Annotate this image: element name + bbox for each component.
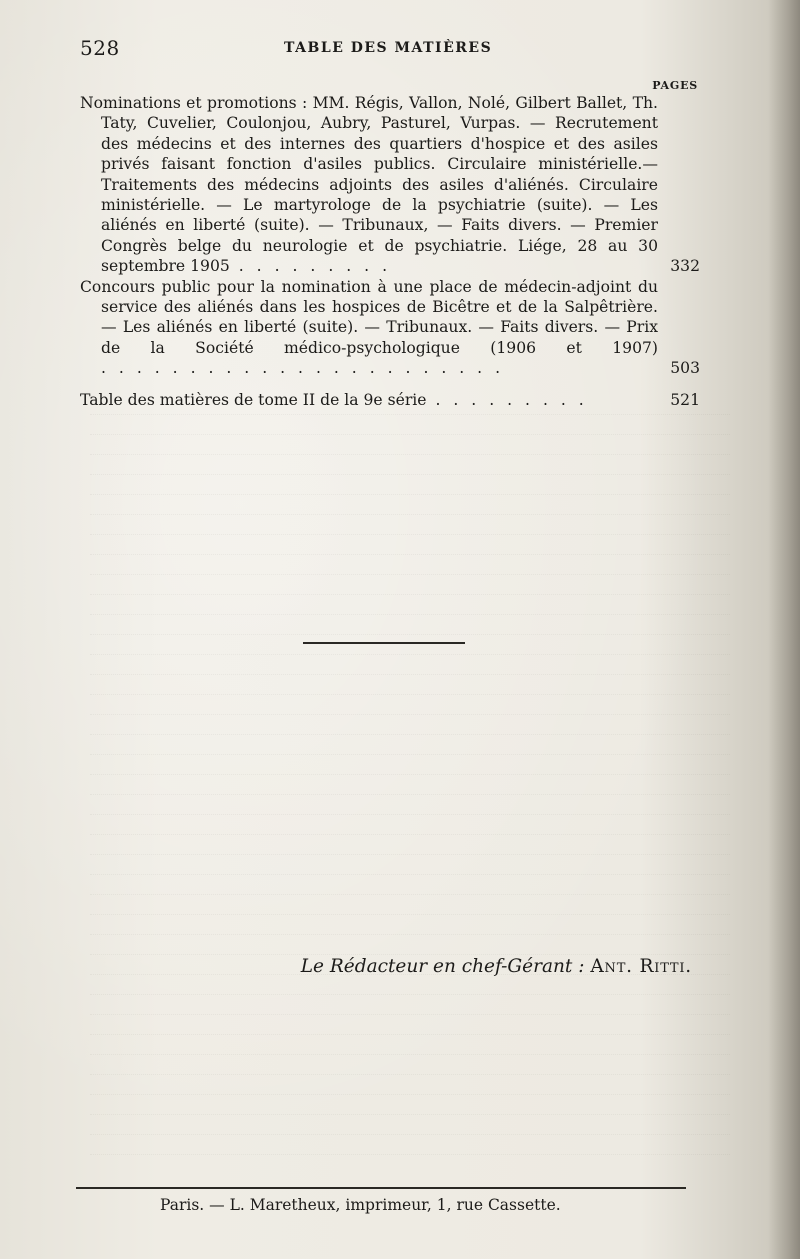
pages-column-label: PAGES (652, 79, 698, 92)
running-title: TABLE DES MATIÈRES (284, 40, 493, 56)
signature-name: Ant. Ritti. (590, 956, 692, 977)
toc-entry-page: 521 (670, 390, 700, 409)
table-of-contents (80, 93, 700, 410)
show-through-texture (90, 395, 730, 1155)
toc-entry-text: Table des matières de tome II de la 9e série (80, 390, 427, 409)
toc-entry (80, 93, 700, 277)
toc-entry-page: 503 (670, 359, 700, 378)
toc-entry-text: Nominations et promotions : MM. Régis, Vallon, Nolé, Gilbert Ballet, Th. Taty, Cuvelier, Coulonjou, Aubry, Pasturel, Vurpas. — Recrutement des médecins et des internes des quartiers d'hospice et des asiles privés faisant fonction d'asiles publics. Circulaire ministérielle.—Traitements des médecins adjoints des asiles d'aliénés. Circulaire ministérielle. — Le martyrologe de la psychiatrie (suite). — Les aliénés en liberté (suite). — Tribunaux, — Faits divers. — Premier Congrès belge du neurologie et de psychiatrie. Liége, 28 au 30 septembre 1905 (80, 94, 658, 276)
editor-signature (301, 956, 692, 977)
toc-entry-page: 332 (670, 257, 700, 276)
dot-leader: . . . . . . . . . (426, 390, 588, 409)
separator-rule (303, 642, 465, 644)
toc-entry (80, 277, 700, 379)
toc-entry-text: Concours public pour la nomination à une place de médecin-adjoint du service des aliénés dans les hospices de Bicêtre et de la Salpêtrière. — Les aliénés en liberté (suite). — Tribunaux. — Faits divers. — Prix de la Société médico-psychologique (1906 et 1907) (80, 277, 658, 357)
signature-role: Le Rédacteur en chef-Gérant : (300, 956, 585, 977)
dot-leader: . . . . . . . . . . . . . . . . . . . . . . . (101, 359, 505, 378)
dot-leader: . . . . . . . . . (229, 257, 392, 276)
page-number: 528 (80, 36, 120, 60)
footer-rule (76, 1187, 686, 1189)
printer-imprint: Paris. — L. Maretheux, imprimeur, 1, rue Cassette. (160, 1196, 561, 1214)
page-edge-shadow (768, 0, 800, 1259)
running-header (80, 36, 700, 62)
